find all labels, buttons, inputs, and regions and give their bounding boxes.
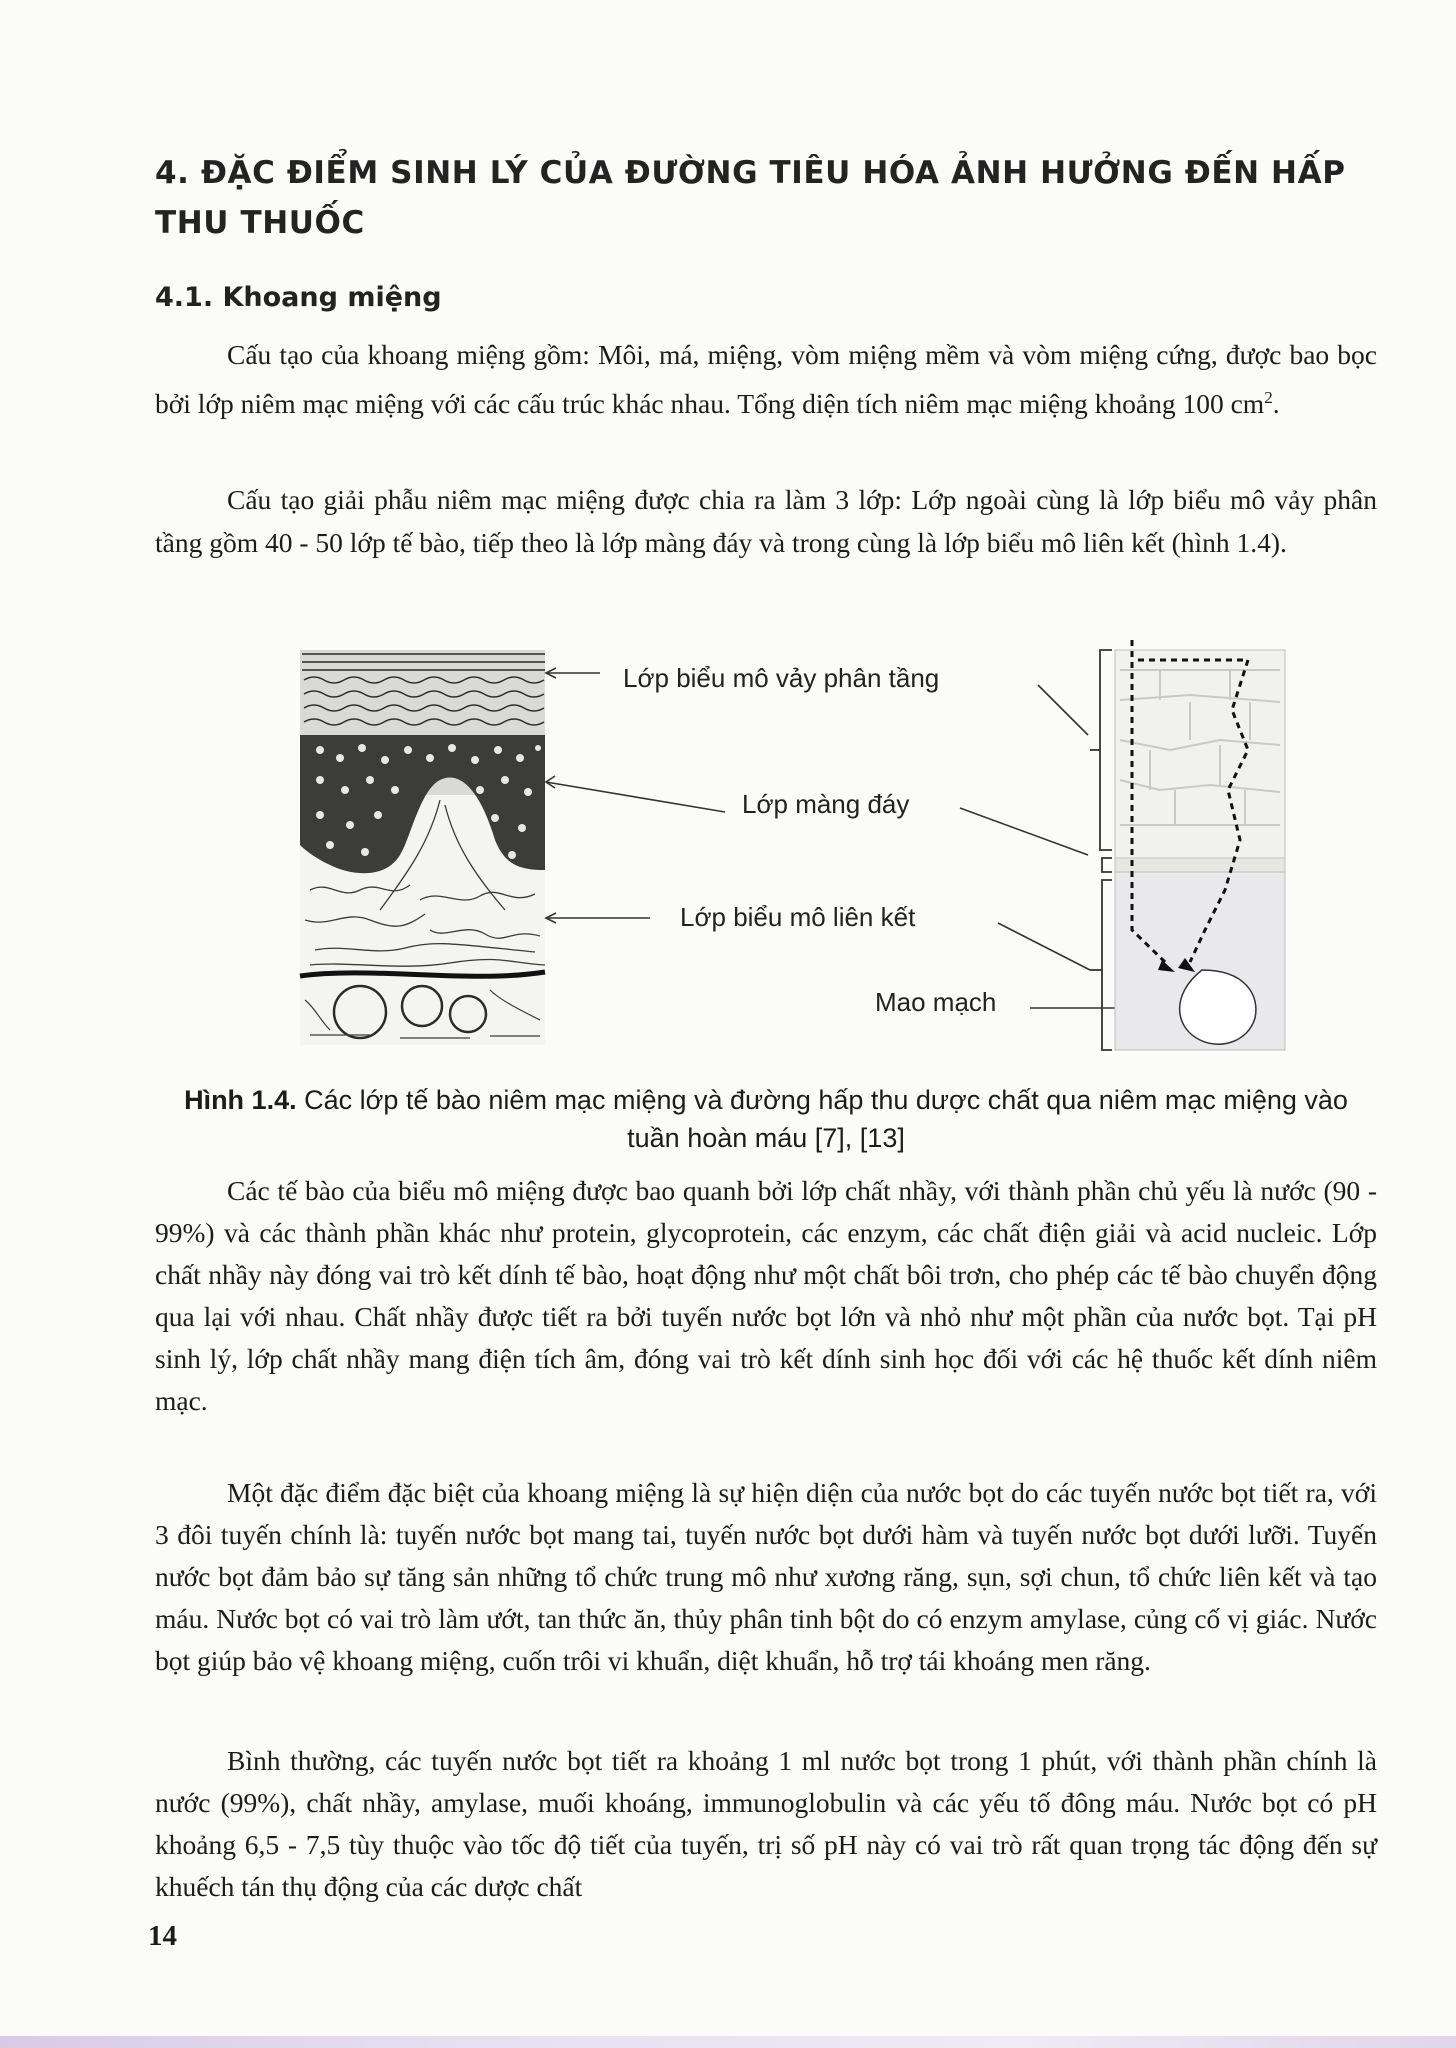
pointer-lines-left — [546, 668, 725, 923]
label-capillary: Mao mạch — [875, 987, 997, 1017]
histology-illustration — [300, 650, 545, 1045]
paragraph-text: Cấu tạo của khoang miệng gồm: Môi, má, miệng, vòm miệng mềm và vòm miệng cứng, được bao bọc bởi lớp niêm mạc miệng với các cấu trúc khác nhau. Tổng diện tích niêm mạc miệng khoảng 100 cm — [155, 339, 1377, 420]
paragraph-saliva-glands: Một đặc điểm đặc biệt của khoang miệng là sự hiện diện của nước bọt do các tuyến nước bọt tiết ra, với 3 đôi tuyến chính là: tuyến nước bọt mang tai, tuyến nước bọt dưới hàm và tuyến nước bọt dưới lưỡi. Tuyến nước bọt đảm bảo sự tăng sản những tổ chức trung mô như xương răng, sụn, sợi chun, tổ chức liên kết và tạo máu. Nước bọt có vai trò làm ướt, tan thức ăn, thủy phân tinh bột do có enzym amylase, củng cố vị giác. Nước bọt giúp bảo vệ khoang miệng, cuốn trôi vi khuẩn, diệt khuẩn, hỗ trợ tái khoáng men răng. — [155, 1477, 1377, 1676]
paragraph-oral-cavity-structure — [155, 333, 1377, 425]
label-basement-membrane: Lớp màng đáy — [742, 789, 910, 819]
label-connective-layer: Lớp biểu mô liên kết — [680, 902, 916, 932]
mucosa-diagram — [290, 640, 1290, 1060]
label-stratified-squamous-layer: Lớp biểu mô vảy phân tầng — [623, 663, 940, 693]
paragraph-mucus-layer: Các tế bào của biểu mô miệng được bao quanh bởi lớp chất nhầy, với thành phần chủ yếu là nước (90 - 99%) và các thành phần khác như protein, glycoprotein, các enzym, các chất điện giải và acid nucleic. Lớp chất nhầy này đóng vai trò kết dính tế bào, hoạt động như một chất bôi trơn, cho phép các tế bào chuyển động qua lại với nhau. Chất nhầy được tiết ra bởi tuyến nước bọt lớn và nhỏ như một phần của nước bọt. Tại pH sinh lý, lớp chất nhầy mang điện tích âm, đóng vai trò kết dính sinh học đối với các hệ thuốc kết dính niêm mạc. — [155, 1175, 1377, 1416]
paragraph-mucosa-layers: Cấu tạo giải phẫu niêm mạc miệng được chia ra làm 3 lớp: Lớp ngoài cùng là lớp biểu mô vảy phân tầng gồm 40 - 50 lớp tế bào, tiếp theo là lớp màng đáy và trong cùng là lớp biểu mô liên kết (hình 1.4). — [155, 484, 1377, 558]
pointer-lines-right — [960, 685, 1130, 1008]
absorption-schematic — [1115, 640, 1285, 1050]
layer-brackets — [1090, 650, 1112, 1050]
scan-border — [0, 2036, 1456, 2048]
paragraph-saliva-secretion: Bình thường, các tuyến nước bọt tiết ra khoảng 1 ml nước bọt trong 1 phút, với thành phần chính là nước (99%), chất nhầy, amylase, muối khoáng, immunoglobulin và các yếu tố đông máu. Nước bọt có pH khoảng 6,5 - 7,5 tùy thuộc vào tốc độ tiết của tuyến, trị số pH này có vai trò rất quan trọng tác động đến sự khuếch tán thụ động của các dược chất — [155, 1745, 1377, 1902]
figure-caption — [155, 1081, 1377, 1157]
paragraph-text-end: . — [1272, 388, 1280, 420]
page-number: 14 — [148, 1920, 177, 1952]
section-heading: 4.1. Khoang miệng — [155, 282, 442, 313]
figure-mucosa-layers — [290, 640, 1290, 1060]
caption-text: Các lớp tế bào niêm mạc miệng và đường hấp thu dược chất qua niêm mạc miệng vào tuần hoàn máu [7], [13] — [304, 1085, 1348, 1153]
chapter-heading: 4. ĐẶC ĐIỂM SINH LÝ CỦA ĐƯỜNG TIÊU HÓA ẢNH HƯỞNG ĐẾN HẤP THU THUỐC — [155, 155, 1346, 241]
caption-prefix: Hình 1.4. — [184, 1085, 297, 1115]
superscript: 2 — [1264, 388, 1273, 407]
